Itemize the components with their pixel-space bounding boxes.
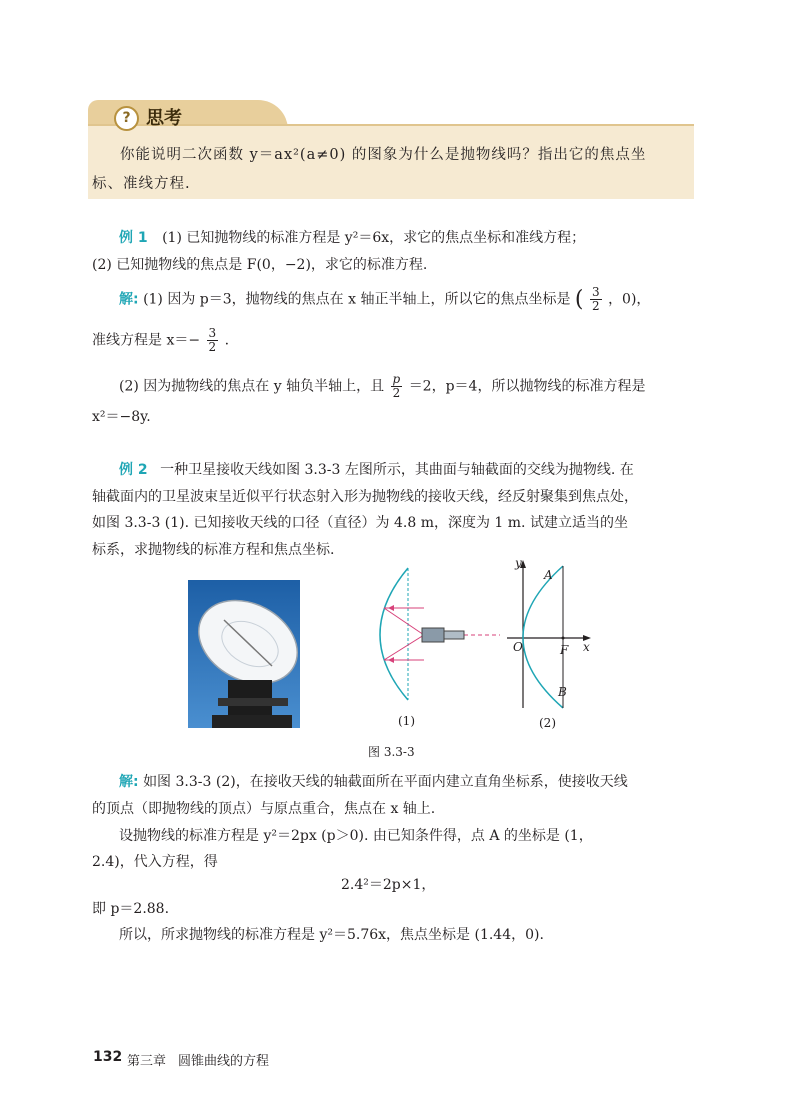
solution-1-label: 解: [119,291,139,308]
fraction-p-over-2 [391,373,403,400]
solution-ex2-line-6: 所以，所求抛物线的标准方程是 y²＝5.76x，焦点坐标是 (1.44，0). [119,927,544,943]
solution-2-line-2: x²＝−8y. [92,409,151,425]
fraction-denominator: 2 [591,299,600,313]
axis-y-label: y [515,556,522,570]
figure-2-label: (2) [539,716,556,730]
solution-ex2-label: 解: [119,774,139,790]
solution-2-line-1 [119,373,645,400]
fraction-neg-3-over-2 [207,327,219,354]
figure-caption: 图 3.3-3 [368,745,415,759]
axis-x-label: x [583,640,590,654]
solution-ex2-line-5: 即 p＝2.88. [92,901,170,917]
solution-ex2-text-1: 如图 3.3-3 (2)，在接收天线的轴截面所在平面内建立直角坐标系，使接收天线 [143,774,628,790]
fraction-denominator: 2 [392,386,401,400]
solution-1-text-a: (1) 因为 p＝3，抛物线的焦点在 x 轴正半轴上，所以它的焦点坐标是 [143,291,571,308]
origin-label: O [513,640,523,654]
question-icon: ? [114,106,139,131]
solution-ex2-line-2: 的顶点（即抛物线的顶点）与原点重合，焦点在 x 轴上. [92,801,436,817]
coordinate-diagram [505,560,595,710]
chapter-title: 圆锥曲线的方程 [178,1054,270,1069]
solution-2-text-b: ＝2，p＝4，所以抛物线的标准方程是 [408,378,646,395]
think-line-1: 你能说明二次函数 y＝ax²(a≠0) 的图象为什么是抛物线吗？指出它的焦点坐 [120,147,647,163]
example-2-line-1 [119,459,634,479]
solution-2-text-a: (2) 因为抛物线的焦点在 y 轴负半轴上，且 [119,378,385,395]
think-line-2: 标、准线方程. [92,176,191,192]
solution-1-line-2 [92,327,229,354]
example-1-text-1: (1) 已知抛物线的标准方程是 y²＝6x，求它的焦点坐标和准线方程； [162,230,586,246]
focus-label: F [560,643,569,657]
point-b-label: B [558,685,567,699]
example-2-line-4: 标系，求抛物线的标准方程和焦点坐标. [92,542,335,558]
reflection-diagram [360,560,500,710]
solution-ex2-equation: 2.4²＝2p×1， [341,877,436,893]
figure-1-label: (1) [398,714,415,728]
example-1-line-2: (2) 已知抛物线的焦点是 F(0，−2)，求它的标准方程. [92,257,428,273]
think-title: 思考 [146,108,182,129]
fraction-numerator: 3 [208,326,217,340]
point-a-label: A [544,568,553,582]
example-2-text-1: 一种卫星接收天线如图 3.3-3 左图所示，其曲面与轴截面的交线为抛物线. 在 [160,462,634,478]
solution-ex2-line-3: 设抛物线的标准方程是 y²＝2px (p＞0). 由已知条件得，点 A 的坐标是 (1， [119,828,593,844]
solution-ex2-line-4: 2.4)，代入方程，得 [92,854,218,870]
example-2-line-2: 轴截面内的卫星波束呈近似平行状态射入形为抛物线的接收天线，经反射聚集到焦点处， [92,489,638,505]
fraction-denominator: 2 [208,340,217,354]
page-number: 132 [93,1049,123,1065]
satellite-dish-photo [188,580,300,728]
fraction-3-over-2 [590,286,602,313]
example-2-label: 例 2 [119,462,148,478]
example-1-label: 例 1 [119,230,148,246]
chapter-label: 第三章 [127,1054,167,1069]
fraction-numerator: p [392,372,401,386]
directrix-text: 准线方程是 x＝− [92,332,201,349]
solution-ex2-line-1 [119,771,628,791]
directrix-end: . [224,332,230,349]
example-1-line-1 [119,227,585,247]
solution-1-text-b: ，0)， [608,291,651,308]
fraction-numerator: 3 [591,285,600,299]
example-2-line-3: 如图 3.3-3 (1). 已知接收天线的口径（直径）为 4.8 m，深度为 1 m. 试建立适当的坐 [92,515,628,531]
solution-1-line-1: 解: (1) 因为 p＝3，抛物线的焦点在 x 轴正半轴上，所以它的焦点坐标是 ( $\frac{3}{2}$ ，0)， [119,285,651,313]
